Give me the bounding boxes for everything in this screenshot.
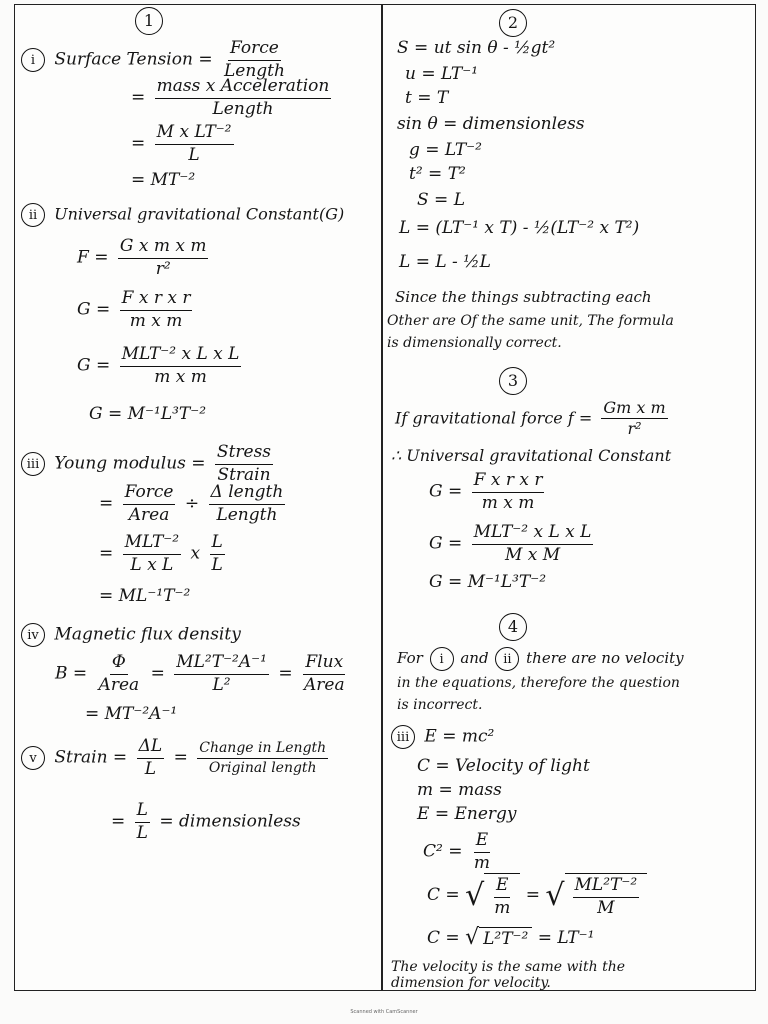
- surface-tension-line1: i Surface Tension = $\frac{\text{Force}}{\text{Length}}$: [21, 39, 291, 81]
- s3-intro: If gravitational force f = $\frac{\text{Gm x m}}{\text{r²}}$: [395, 398, 666, 439]
- marker-iv: iv: [21, 623, 45, 647]
- s2-text2: Other are Of the same unit, The formula: [387, 313, 674, 329]
- s2-eq4: sin θ = dimensionless: [397, 114, 585, 134]
- young-modulus-line2: = $\frac{\text{Force}}{\text{Area}}$ ÷ $\frac{\text{Δ length}}{\text{Length}}$: [99, 482, 284, 525]
- s3-g1: G = $\frac{\text{F x r x r}}{\text{m x m}}$: [429, 470, 543, 513]
- strain-line1: v Strain = $\frac{\Delta L}{L}$ = $\frac{\text{Change in Length}}{\text{Original length}}$: [21, 737, 332, 779]
- section-4-number: 4: [499, 613, 527, 641]
- surface-tension-line2: = $\frac{\text{mass x Acceleration}}{\text{Length}}$: [131, 76, 330, 119]
- marker-iii-ref: iii: [391, 725, 415, 749]
- surface-tension-line3: = $\frac{\text{M x LT⁻²}}{L}$: [131, 122, 232, 165]
- force-equation: F = $\frac{\text{G x m x m}}{\text{r²}}$: [77, 236, 207, 279]
- marker-i: i: [21, 48, 45, 72]
- marker-v: v: [21, 746, 45, 770]
- gravitational-constant-title: ii Universal gravitational Constant(G): [21, 203, 344, 227]
- s2-eq7: S = L: [417, 190, 465, 210]
- marker-ref-i: i: [430, 647, 454, 671]
- s4-text1: For i and ii there are no velocity: [397, 647, 684, 671]
- s4-c: C = √ $\frac{E}{m}$ = √ $\frac{\text{ML²T⁻²}}{M}$: [427, 873, 647, 918]
- s3-g2: G = $\frac{\text{MLT⁻² x L x L}}{\text{M x M}}$: [429, 522, 592, 565]
- s4-text2: in the equations, therefore the question: [397, 675, 680, 691]
- s2-text1: Since the things subtracting each: [395, 288, 652, 306]
- section-1-number: 1: [135, 7, 163, 35]
- s2-eq1: S = ut sin θ - ½gt²: [397, 38, 556, 58]
- section-3-number: 3: [499, 367, 527, 395]
- young-modulus-result: = ML⁻¹T⁻²: [99, 586, 191, 606]
- s2-eq8: L = (LT⁻¹ x T) - ½(LT⁻² x T²): [399, 218, 640, 238]
- s4-text5: dimension for velocity.: [391, 975, 551, 991]
- marker-ref-ii: ii: [495, 647, 519, 671]
- magnetic-flux-result: = MT⁻²A⁻¹: [85, 704, 178, 724]
- g-result: G = M⁻¹L³T⁻²: [89, 404, 207, 424]
- marker-ii: ii: [21, 203, 45, 227]
- s4-text3: is incorrect.: [397, 697, 483, 713]
- s4-eq3: m = mass: [417, 780, 502, 800]
- young-modulus-line3: = $\frac{\text{MLT⁻²}}{\text{L x L}}$ x $\frac{L}{L}$: [99, 532, 223, 575]
- marker-iii: iii: [21, 452, 45, 476]
- scanner-watermark: Scanned with CamScanner: [350, 1009, 418, 1015]
- s4-text4: The velocity is the same with the: [391, 959, 626, 975]
- s2-eq3: t = T: [405, 88, 449, 108]
- surface-tension-result: = MT⁻²: [131, 170, 196, 190]
- magnetic-flux-equation: B = $\frac{\Phi}{\text{Area}}$ = $\frac{\text{ML²T⁻²A⁻¹}}{\text{L²}}$ = $\frac{\text{Flux}}{\text{Area}}$: [55, 652, 345, 695]
- g-equation-1: G = $\frac{\text{F x r x r}}{\text{m x m}}$: [77, 288, 191, 331]
- s2-eq6: t² = T²: [409, 164, 466, 184]
- worksheet-page: [14, 4, 756, 991]
- s4-eq1: iii E = mc²: [391, 725, 494, 749]
- g-equation-2: G = $\frac{\text{MLT⁻² x L x L}}{\text{m x m}}$: [77, 344, 240, 387]
- strain-line2: = $\frac{L}{L}$ = dimensionless: [111, 800, 301, 843]
- s2-text3: is dimensionally correct.: [387, 335, 562, 351]
- young-modulus-line1: iii Young modulus = $\frac{\text{Stress}}{\text{Strain}}$: [21, 443, 277, 485]
- column-divider: [381, 5, 383, 990]
- s2-eq5: g = LT⁻²: [409, 140, 482, 160]
- s2-eq2: u = LT⁻¹: [405, 64, 479, 84]
- s4-eq2: C = Velocity of light: [417, 756, 590, 776]
- magnetic-flux-title: iv Magnetic flux density: [21, 623, 241, 647]
- section-2-number: 2: [499, 9, 527, 37]
- s4-c2: C² = $\frac{E}{m}$: [423, 830, 491, 873]
- s2-eq9: L = L - ½L: [399, 252, 491, 272]
- s3-g3: G = M⁻¹L³T⁻²: [429, 572, 547, 592]
- s3-line2: ∴ Universal gravitational Constant: [391, 446, 672, 465]
- s4-eq4: E = Energy: [417, 804, 517, 824]
- s4-c3: C = √ L²T⁻² = LT⁻¹: [427, 925, 595, 951]
